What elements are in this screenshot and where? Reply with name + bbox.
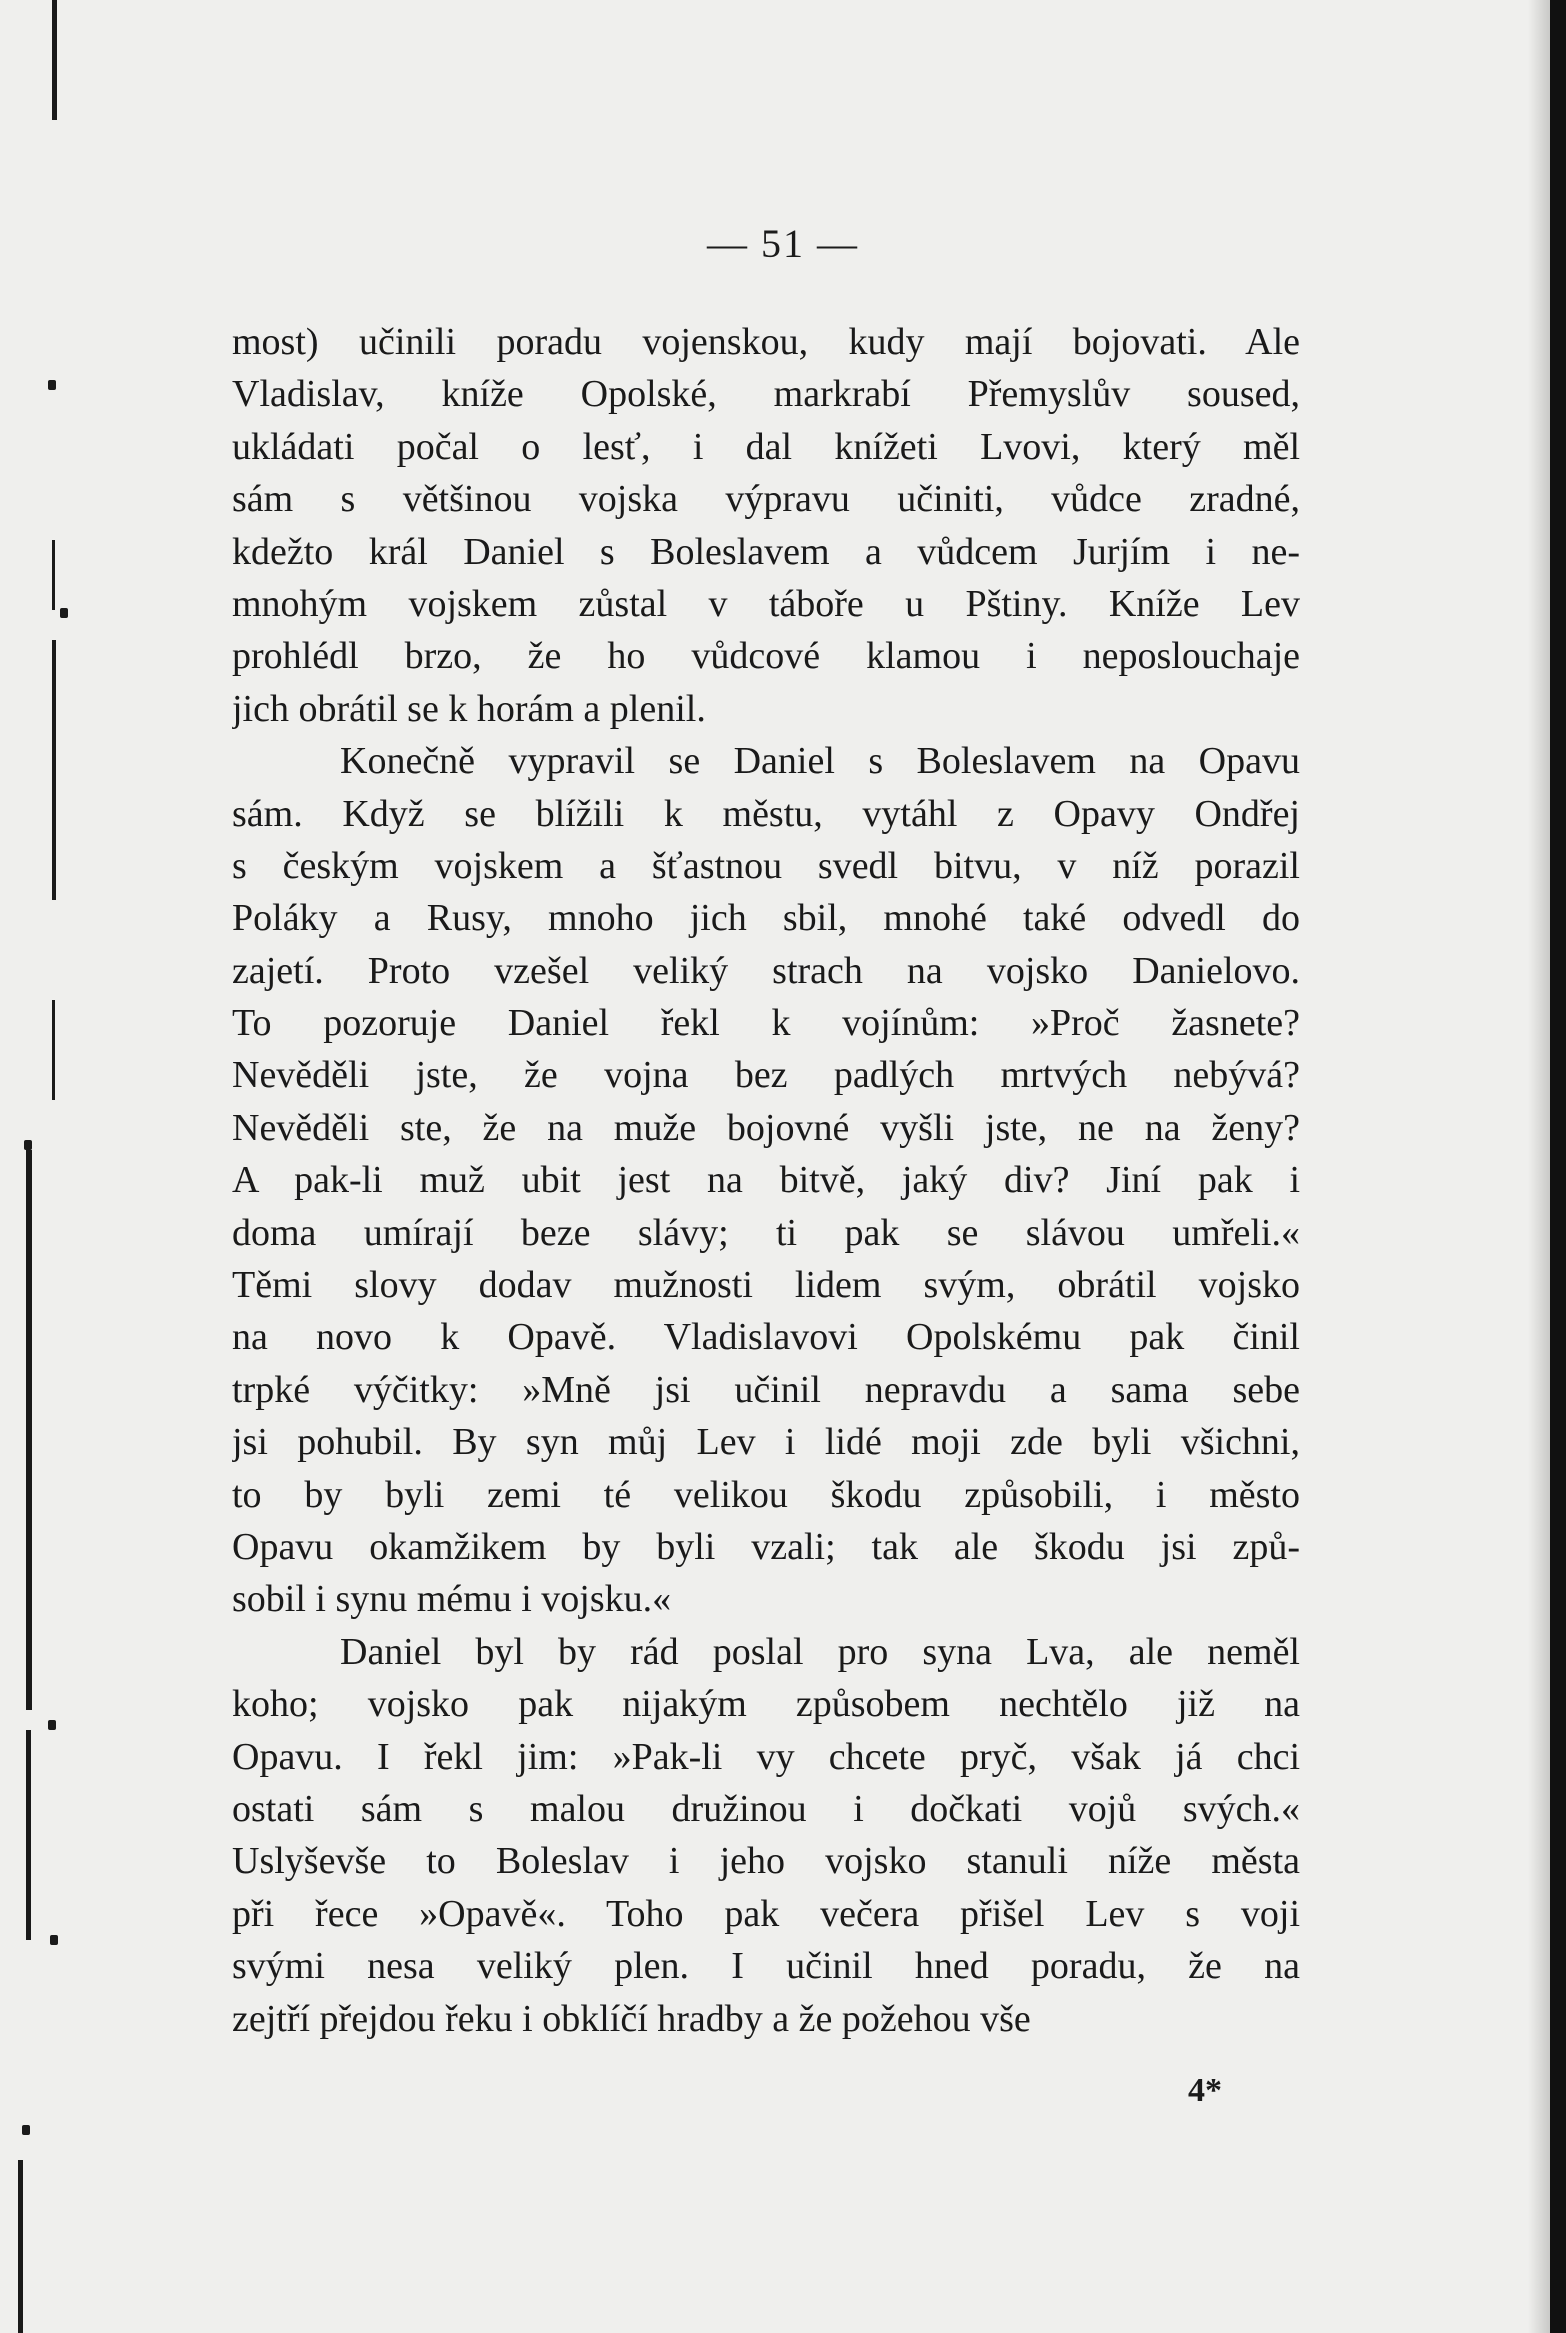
text-line: A pak-li muž ubit jest na bitvě, jaký div? Jiní pak i [232,1159,1300,1202]
page-number-header: — 51 — [707,221,859,266]
text-line: Nevěděli jste, že vojna bez padlých mrtvých nebývá? [232,1054,1300,1097]
text-line: ukládati počal o lesť, i dal knížeti Lvovi, který měl [232,425,1300,468]
text-line: Daniel byl by rád poslal pro syna Lva, ale neměl [340,1630,1300,1673]
binding-mark [18,2160,23,2333]
binding-mark [52,640,56,900]
text-line: koho; vojsko pak nijakým způsobem nechtělo již na [232,1683,1300,1726]
text-line: při řece »Opavě«. Toho pak večera přišel Lev s voji [232,1892,1300,1935]
text-line: kdežto král Daniel s Boleslavem a vůdcem Jurjím i ne- [232,530,1300,573]
text-line: mnohým vojskem zůstal v táboře u Pštiny. Kníže Lev [232,582,1300,625]
text-line: To pozoruje Daniel řekl k vojínům: »Proč žasnete? [232,1002,1300,1045]
binding-dot [22,2125,30,2135]
text-line: most) učinili poradu vojenskou, kudy mají bojovati. Ale [232,321,1300,363]
text-line: zajetí. Proto vzešel veliký strach na vojsko Danielovo. [232,949,1300,992]
binding-mark [52,1000,55,1100]
binding-mark [52,540,55,610]
text-line: s českým vojskem a šťastnou svedl bitvu, v níž porazil [232,844,1300,887]
page-edge-shadow [1528,0,1550,2333]
scan-border-right [1550,0,1566,2333]
text-line: sobil i synu mému i vojsku.« [232,1578,672,1621]
binding-mark [52,0,57,120]
signature-mark: 4* [1188,2072,1222,2109]
binding-dot [48,1720,56,1730]
binding-mark [26,1730,31,1940]
text-line: prohlédl brzo, že ho vůdcové klamou i neposlouchaje [232,635,1300,678]
text-line: zejtří přejdou řeku i obklíčí hradby a že požehou vše [232,1997,1031,2040]
body-text [232,316,1300,2045]
text-line: jich obrátil se k horám a plenil. [232,687,706,730]
binding-dot [24,1140,32,1150]
text-line: Uslyševše to Boleslav i jeho vojsko stanuli níže města [232,1840,1300,1883]
text-line: svými nesa veliký plen. I učinil hned poradu, že na [232,1945,1300,1988]
text-line: sám s většinou vojska výpravu učiniti, vůdce zradné, [232,478,1300,521]
binding-dot [60,608,68,618]
text-line: doma umírají beze slávy; ti pak se slávou umřeli.« [232,1211,1300,1254]
text-line: jsi pohubil. By syn můj Lev i lidé moji zde byli všichni, [232,1421,1300,1464]
text-line: Vladislav, kníže Opolské, markrabí Přemyslův soused, [232,373,1300,416]
text-line: sám. Když se blížili k městu, vytáhl z Opavy Ondřej [232,792,1300,835]
text-line: Těmi slovy dodav mužnosti lidem svým, obrátil vojsko [232,1264,1300,1307]
text-line: Konečně vypravil se Daniel s Boleslavem na Opavu [340,740,1300,783]
text-line: Poláky a Rusy, mnoho jich sbil, mnohé také odvedl do [232,897,1300,940]
binding-dot [50,1935,58,1945]
text-line: Nevěděli ste, že na muže bojovné vyšli jste, ne na ženy? [232,1106,1300,1149]
binding-mark [26,1150,32,1710]
binding-dot [48,380,56,390]
text-line: to by byli zemi té velikou škodu způsobili, i město [232,1473,1300,1516]
text-line: ostati sám s malou družinou i dočkati vojů svých.« [232,1787,1300,1830]
text-line: Opavu okamžikem by byli vzali; tak ale škodu jsi způ- [232,1525,1300,1568]
text-line: Opavu. I řekl jim: »Pak-li vy chcete pryč, však já chci [232,1735,1300,1778]
text-line: na novo k Opavě. Vladislavovi Opolskému pak činil [232,1316,1300,1359]
text-line: trpké výčitky: »Mně jsi učinil nepravdu a sama sebe [232,1368,1300,1411]
